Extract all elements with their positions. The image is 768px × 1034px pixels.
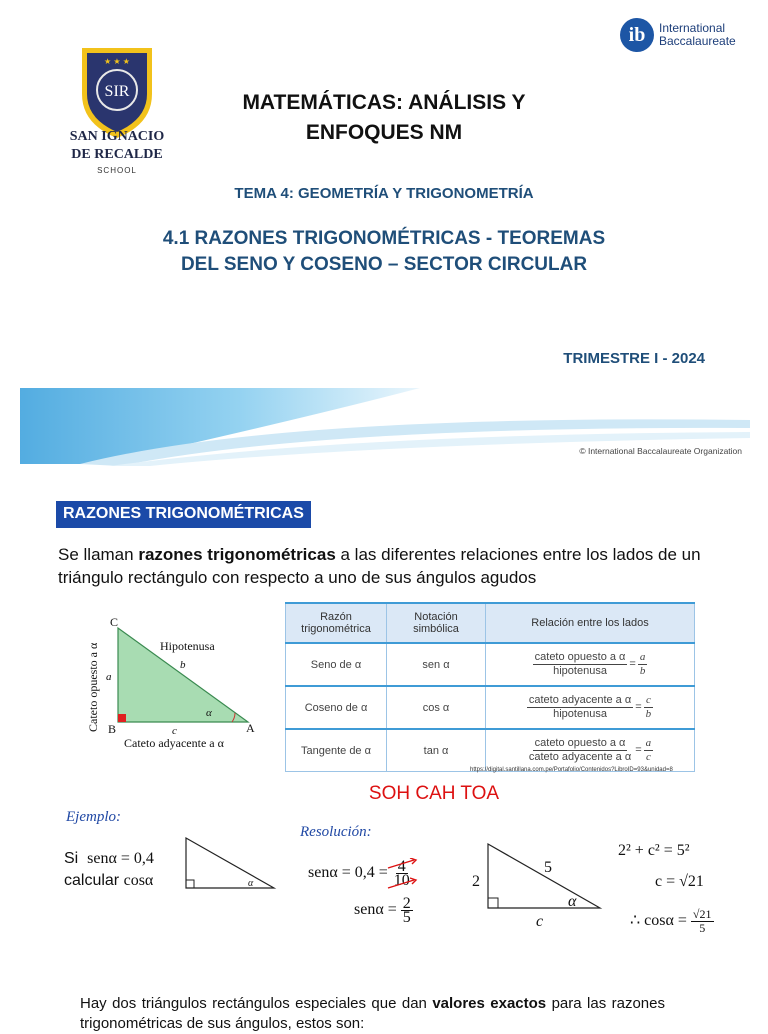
- subtitle-line1: 4.1 RAZONES TRIGONOMÉTRICAS - TEOREMAS: [162, 228, 606, 249]
- relation-fraction: $\frac{\text{cateto opuesto a α}}{\text{hipotenusa}}$: [534, 651, 626, 677]
- side-c: c: [172, 725, 177, 737]
- symbol-fraction: $\frac{c}{b}$: [645, 694, 652, 720]
- tri2-base: c: [536, 913, 544, 930]
- table-row: [286, 643, 695, 686]
- ratio-relation: $\frac{\text{cateto opuesto a α}}{\text{cateto adyacente a α}}$ = $\frac{a}{c}$: [486, 729, 695, 772]
- strike-mark: [386, 858, 420, 892]
- relation-fraction: $\frac{\text{cateto adyacente a α}}{\text{hipotenusa}}$: [528, 694, 632, 720]
- source-url: https://digital.santillana.com.pe/Portafolio/Contenidos?LibroID=93&unidad=8: [470, 767, 673, 773]
- school-name-line2: DE RECALDE: [71, 147, 163, 162]
- si-word: Si: [64, 850, 79, 867]
- cos-result-fraction: $\frac{√21}{5}$: [692, 907, 712, 935]
- res1-text: senα = 0,4 =: [308, 864, 388, 882]
- table-row: [286, 686, 695, 729]
- subtitle-line2: DEL SENO Y COSENO – SECTOR CIRCULAR: [180, 254, 588, 275]
- subtopic-heading: [100, 226, 668, 278]
- section-heading: RAZONES TRIGONOMÉTRICAS: [56, 501, 311, 528]
- symbol-fraction: $\frac{a}{c}$: [645, 737, 652, 763]
- example-label: Ejemplo:: [66, 809, 121, 825]
- example-triangle: [182, 834, 278, 894]
- closing-pre: Hay dos triángulos rectángulos especiales que dan: [80, 995, 433, 1012]
- side-b: b: [180, 659, 186, 671]
- table-row: [286, 729, 695, 772]
- symbol-fraction: $\frac{a}{b}$: [639, 651, 646, 677]
- ib-logo: [620, 18, 736, 52]
- ratio-notation: tan α: [387, 729, 486, 772]
- table-header-row: [286, 603, 695, 643]
- crest-monogram: SIR: [104, 83, 130, 100]
- alpha-label: α: [206, 707, 212, 719]
- resolution-label: Resolución:: [300, 824, 372, 840]
- relation-fraction: $\frac{\text{cateto opuesto a α}}{\text{cateto adyacente a α}}$: [528, 737, 632, 763]
- closing-paragraph: [80, 994, 665, 1034]
- adjacent-label: Cateto adyacente a α: [124, 736, 224, 750]
- resolution-triangle: [470, 840, 610, 930]
- res2-fraction: $\frac{2}{5}$: [402, 895, 411, 926]
- title-line1: MATEMÁTICAS: ANÁLISIS Y: [242, 91, 526, 114]
- tri2-alpha: α: [568, 893, 577, 910]
- right-triangle-diagram: [82, 610, 272, 760]
- pythagoras-line3: [630, 908, 714, 935]
- example-alpha: α: [248, 878, 254, 889]
- hyp-label: Hipotenusa: [160, 639, 215, 653]
- vertex-b: B: [108, 722, 117, 736]
- tri2-side-left: 2: [472, 873, 480, 890]
- page-title: [170, 88, 598, 148]
- ratio-name: Tangente de α: [286, 729, 387, 772]
- intro-post: a las diferentes relaciones entre los lados de un triángulo rectángulo con respecto a uno de sus ángulos agudos: [58, 545, 701, 587]
- ib-mark: ib: [620, 18, 654, 52]
- cos-result-text: ∴ cosα =: [630, 912, 687, 930]
- res1-fraction: $\frac{4}{10}$: [392, 860, 412, 887]
- school-name-line1: SAN IGNACIO: [69, 129, 165, 144]
- vertex-c: C: [110, 615, 119, 629]
- school-sub: SCHOOL: [97, 166, 137, 175]
- intro-paragraph: [58, 543, 738, 589]
- svg-text:★ ★ ★: ★ ★ ★: [104, 57, 130, 66]
- opposite-label: Cateto opuesto a α: [86, 642, 100, 732]
- school-name: [62, 128, 172, 164]
- resolution-line2: [354, 897, 413, 924]
- ratio-notation: cos α: [387, 686, 486, 729]
- tri2-hyp: 5: [544, 859, 552, 876]
- intro-pre: Se llaman: [58, 545, 139, 564]
- col-header-relation: Relación entre los lados: [486, 603, 695, 643]
- topic-heading: TEMA 4: GEOMETRÍA Y TRIGONOMETRÍA: [234, 185, 534, 202]
- ib-line2: Baccalaureate: [659, 34, 736, 48]
- ib-wordmark: [659, 22, 736, 48]
- ratio-name: Coseno de α: [286, 686, 387, 729]
- res2-text: senα =: [354, 901, 397, 919]
- ratio-name: Seno de α: [286, 643, 387, 686]
- calc-math: cosα: [123, 872, 154, 889]
- intro-bold: razones trigonométricas: [138, 545, 336, 564]
- ratio-notation: sen α: [387, 643, 486, 686]
- ibo-copyright: © International Baccalaureate Organization: [579, 446, 742, 456]
- trig-ratios-table: [285, 602, 695, 772]
- ib-line1: International: [659, 21, 726, 35]
- vertex-a: A: [246, 721, 255, 735]
- col-header-notation: Notación simbólica: [387, 603, 486, 643]
- school-crest-logo: [78, 44, 156, 140]
- mnemonic: SOH CAH TOA: [368, 783, 500, 804]
- col-header-ratio: Razón trigonométrica: [286, 603, 387, 643]
- title-line2: ENFOQUES NM: [305, 121, 463, 144]
- ratio-relation: $\frac{\text{cateto adyacente a α}}{\text{hipotenusa}}$ = $\frac{c}{b}$: [486, 686, 695, 729]
- term-label: TRIMESTRE I - 2024: [563, 350, 705, 367]
- example-statement: [64, 848, 154, 892]
- pythagoras-line2: c = √21: [655, 873, 704, 890]
- pythagoras-line1: 2² + c² = 5²: [618, 842, 690, 859]
- ratio-relation: $\frac{\text{cateto opuesto a α}}{\text{hipotenusa}}$ = $\frac{a}{b}$: [486, 643, 695, 686]
- closing-post: para las razones trigonométricas de sus ángulos, estos son:: [80, 995, 665, 1032]
- resolution-line1: [308, 860, 412, 887]
- closing-bold: valores exactos: [432, 995, 547, 1012]
- calc-word: calcular: [64, 872, 120, 889]
- side-a: a: [106, 671, 112, 683]
- si-math: senα = 0,4: [87, 850, 154, 867]
